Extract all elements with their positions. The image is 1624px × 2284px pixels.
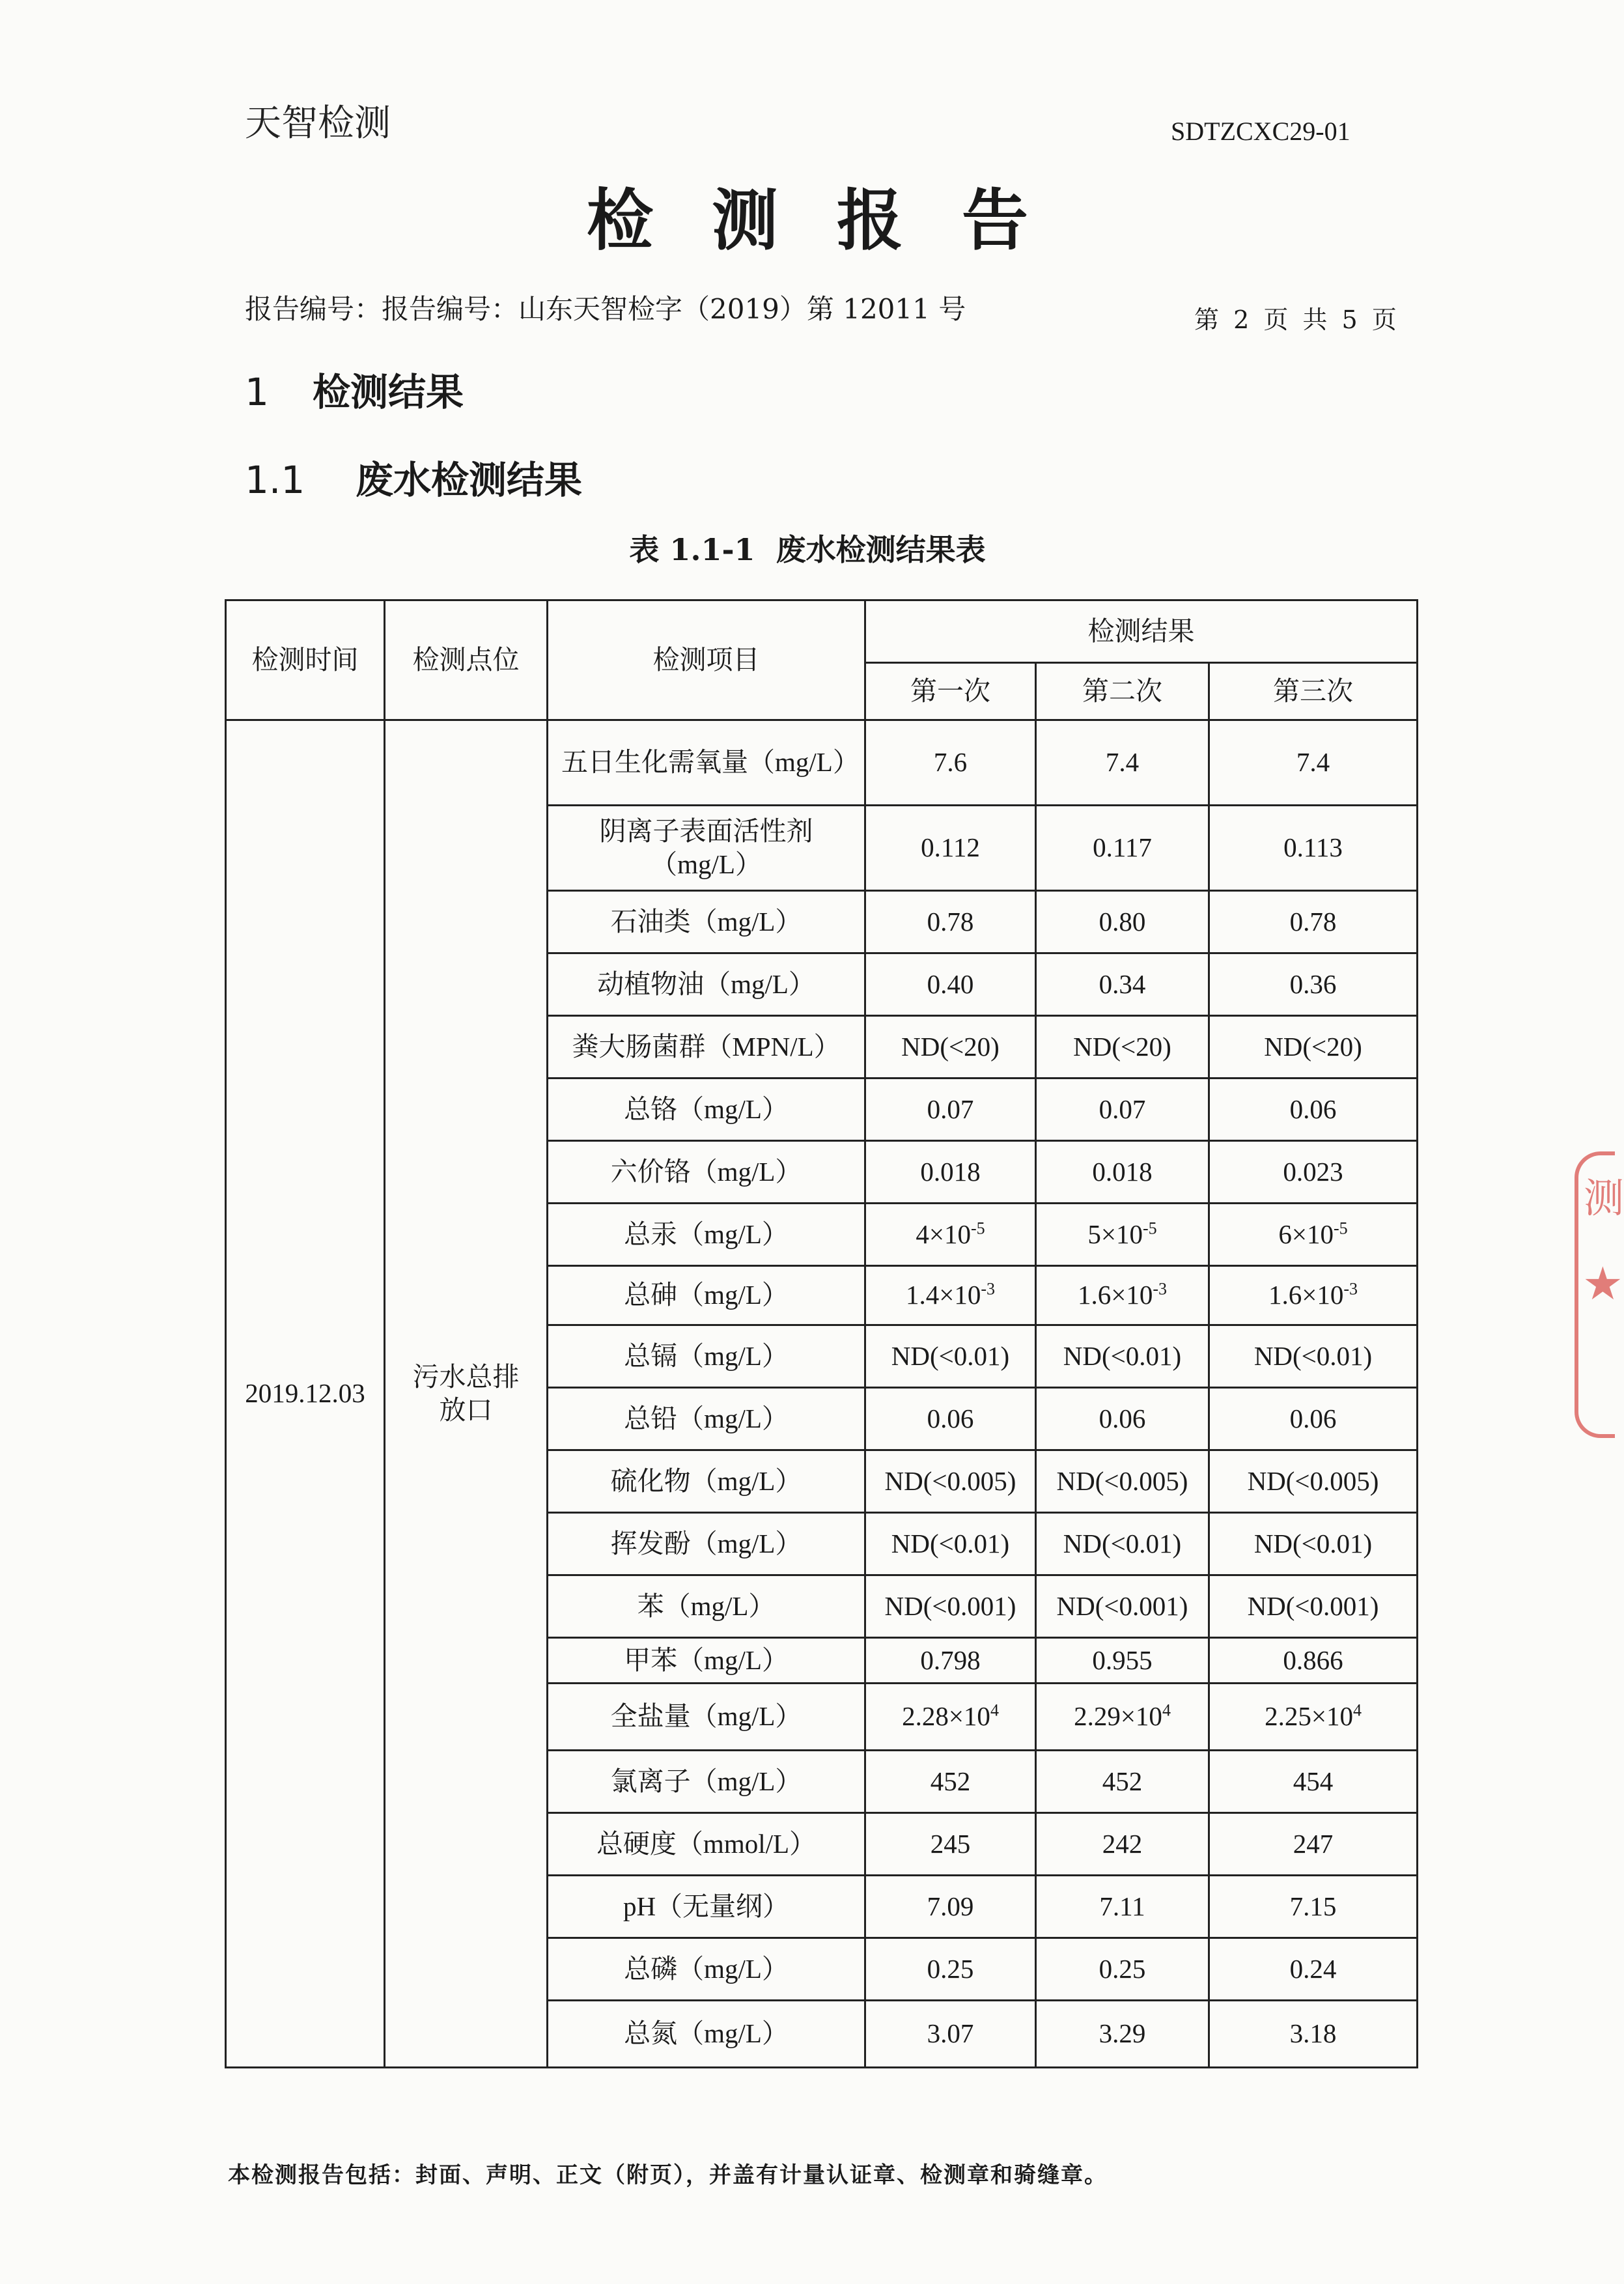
value-exponent: 4 (1352, 1700, 1362, 1720)
value-base: 2.29×10 (1074, 1701, 1162, 1732)
value-exponent: -5 (970, 1219, 985, 1238)
cell-item: 总砷（mg/L） (548, 1266, 865, 1325)
cell-item: 总铬（mg/L） (548, 1079, 865, 1141)
section-number: 1 (245, 370, 269, 414)
cell-value: 0.80 (1036, 891, 1209, 953)
cell-item: 五日生化需氧量（mg/L） (548, 720, 865, 806)
cell-value: ND(<0.005) (1036, 1450, 1209, 1513)
cell-value: ND(<0.001) (1209, 1575, 1418, 1638)
cell-value: 0.36 (1209, 953, 1418, 1016)
results-table (225, 599, 1418, 2068)
cell-value: 3.18 (1209, 2001, 1418, 2068)
cell-value (1036, 1266, 1209, 1325)
table-row (226, 720, 1418, 806)
cell-item: 石油类（mg/L） (548, 891, 865, 953)
cell-value: ND(<0.001) (865, 1575, 1036, 1638)
cell-value: 0.25 (1036, 1938, 1209, 2001)
cell-value: 242 (1036, 1813, 1209, 1876)
cell-value: 0.78 (1209, 891, 1418, 953)
cell-value: 3.07 (865, 2001, 1036, 2068)
cell-value: 7.09 (865, 1876, 1036, 1938)
page-info: 第 2 页 共 5 页 (1194, 305, 1397, 334)
value-base: 1.6×10 (1077, 1280, 1153, 1310)
table-caption (0, 526, 1615, 569)
cell-value: 452 (865, 1751, 1036, 1813)
cell-value: 7.11 (1036, 1876, 1209, 1938)
cell-item: 硫化物（mg/L） (548, 1450, 865, 1513)
cell-value: 0.24 (1209, 1938, 1418, 2001)
section-label: 废水检测结果 (356, 458, 583, 502)
cell-value: 0.06 (1209, 1079, 1418, 1141)
document-code: SDTZCXC29-01 (1171, 117, 1351, 146)
cell-value: ND(<0.001) (1036, 1575, 1209, 1638)
cell-item: 总硬度（mmol/L） (548, 1813, 865, 1876)
cell-value: ND(<0.01) (1036, 1513, 1209, 1575)
cell-item: 总磷（mg/L） (548, 1938, 865, 2001)
cell-value: ND(<0.01) (1209, 1325, 1418, 1388)
cell-value: 0.25 (865, 1938, 1036, 2001)
cell-site: 污水总排放口 (385, 720, 548, 2068)
cell-item: 粪大肠菌群（MPN/L） (548, 1016, 865, 1079)
cell-value: 0.40 (865, 953, 1036, 1016)
cell-value: 0.018 (1036, 1141, 1209, 1204)
footer-note: 本检测报告包括：封面、声明、正文（附页），并盖有计量认证章、检测章和骑缝章。 (228, 2162, 1108, 2188)
cell-value: 7.15 (1209, 1876, 1418, 1938)
value-base: 1.6×10 (1268, 1280, 1344, 1310)
header-run-2: 第二次 (1036, 663, 1209, 720)
cell-value (865, 1204, 1036, 1266)
cell-item: 六价铬（mg/L） (548, 1141, 865, 1204)
cell-value: 454 (1209, 1751, 1418, 1813)
value-base: 5×10 (1087, 1219, 1143, 1249)
cell-item: 氯离子（mg/L） (548, 1751, 865, 1813)
cell-value: 0.06 (865, 1388, 1036, 1450)
cell-value (1209, 1684, 1418, 1751)
cell-item: 总氮（mg/L） (548, 2001, 865, 2068)
cell-value (1209, 1266, 1418, 1325)
cell-value: 0.06 (1036, 1388, 1209, 1450)
value-exponent: -3 (981, 1279, 996, 1299)
cell-value: 0.798 (865, 1638, 1036, 1684)
company-name: 天智检测 (245, 102, 391, 145)
cell-value: 0.113 (1209, 806, 1418, 891)
header-time: 检测时间 (226, 600, 385, 720)
cell-value: ND(<0.01) (1209, 1513, 1418, 1575)
cell-item: pH（无量纲） (548, 1876, 865, 1938)
cell-value: 452 (1036, 1751, 1209, 1813)
cell-value: 0.023 (1209, 1141, 1418, 1204)
stamp-text: 测 (1584, 1174, 1624, 1222)
cell-value: 0.07 (865, 1079, 1036, 1141)
cell-value: 0.06 (1209, 1388, 1418, 1450)
header-run-1: 第一次 (865, 663, 1036, 720)
cell-value: 0.117 (1036, 806, 1209, 891)
cell-date: 2019.12.03 (226, 720, 385, 2068)
value-exponent: -3 (1153, 1279, 1168, 1299)
cell-value (865, 1684, 1036, 1751)
cell-value: ND(<0.005) (865, 1450, 1036, 1513)
cell-value: 0.07 (1036, 1079, 1209, 1141)
cell-value: 0.018 (865, 1141, 1036, 1204)
cell-value: ND(<0.005) (1209, 1450, 1418, 1513)
cell-value: 3.29 (1036, 2001, 1209, 2068)
cell-value (1036, 1204, 1209, 1266)
section-heading-1 (245, 361, 464, 416)
value-base: 4×10 (916, 1219, 971, 1249)
section-number: 1.1 (245, 458, 305, 502)
header-site: 检测点位 (385, 600, 548, 720)
table-body (226, 720, 1418, 2068)
header-result: 检测结果 (865, 600, 1418, 663)
header-run-3: 第三次 (1209, 663, 1418, 720)
section-heading-1-1 (245, 449, 582, 504)
table-caption-number: 表 1.1-1 (629, 532, 755, 567)
cell-item: 苯（mg/L） (548, 1575, 865, 1638)
stamp-star-icon: ★ (1582, 1257, 1623, 1310)
cell-value: ND(<20) (1036, 1016, 1209, 1079)
cell-value: ND(<0.01) (1036, 1325, 1209, 1388)
cell-item: 总铅（mg/L） (548, 1388, 865, 1450)
header-item: 检测项目 (548, 600, 865, 720)
cell-item: 甲苯（mg/L） (548, 1638, 865, 1684)
cell-item: 全盐量（mg/L） (548, 1684, 865, 1751)
value-base: 1.4×10 (905, 1280, 981, 1310)
cell-item: 阴离子表面活性剂（mg/L） (548, 806, 865, 891)
cell-value: ND(<0.01) (865, 1325, 1036, 1388)
value-exponent: -5 (1333, 1219, 1348, 1238)
value-base: 6×10 (1278, 1219, 1334, 1249)
cell-value: 245 (865, 1813, 1036, 1876)
report-number: 报告编号：报告编号：山东天智检字（2019）第 12011 号 (245, 293, 966, 325)
cell-item: 总汞（mg/L） (548, 1204, 865, 1266)
value-base: 2.25×10 (1265, 1701, 1353, 1732)
value-exponent: -3 (1343, 1279, 1358, 1299)
cell-value (865, 1266, 1036, 1325)
cell-value: 247 (1209, 1813, 1418, 1876)
value-exponent: 4 (1162, 1700, 1171, 1720)
cell-value: ND(<20) (865, 1016, 1036, 1079)
cell-value: 0.955 (1036, 1638, 1209, 1684)
cell-value: 0.112 (865, 806, 1036, 891)
cell-value (1209, 1204, 1418, 1266)
cell-value: ND(<20) (1209, 1016, 1418, 1079)
cell-item: 动植物油（mg/L） (548, 953, 865, 1016)
cell-value (1036, 1684, 1209, 1751)
cell-value: 7.6 (865, 720, 1036, 806)
value-exponent: -5 (1142, 1219, 1157, 1238)
cell-value: ND(<0.01) (865, 1513, 1036, 1575)
value-exponent: 4 (990, 1700, 999, 1720)
section-label: 检测结果 (313, 370, 464, 414)
cell-item: 总镉（mg/L） (548, 1325, 865, 1388)
cell-item: 挥发酚（mg/L） (548, 1513, 865, 1575)
cell-value: 0.78 (865, 891, 1036, 953)
table-caption-label: 废水检测结果表 (776, 532, 986, 567)
page-title: 检测报告 (587, 182, 1087, 260)
value-base: 2.28×10 (902, 1701, 990, 1732)
cell-value: 7.4 (1209, 720, 1418, 806)
cell-value: 0.34 (1036, 953, 1209, 1016)
cell-value: 0.866 (1209, 1638, 1418, 1684)
cell-value: 7.4 (1036, 720, 1209, 806)
